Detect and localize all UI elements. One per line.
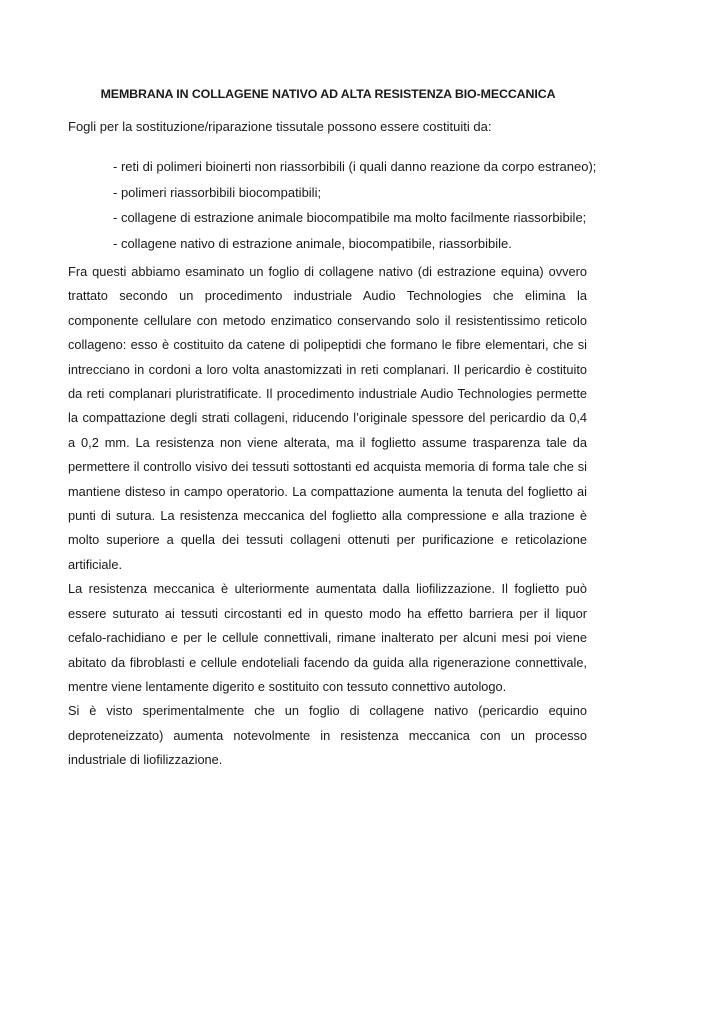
list-item: - polimeri riassorbibili biocompatibili; bbox=[113, 184, 322, 200]
list-item: - collagene nativo di estrazione animale, biocompatibile, riassorbibile. bbox=[113, 235, 512, 251]
body-text bbox=[68, 260, 587, 773]
paragraph-conclusion: Si è visto sperimentalmente che un foglio di collagene nativo (pericardio equino deproteneizzato) aumenta notevolmente in resistenza meccanica con un processo industriale di liofilizzazione. bbox=[68, 703, 587, 768]
intro-text: Fogli per la sostituzione/riparazione tissutale possono essere costituiti da: bbox=[68, 119, 492, 134]
document-title: MEMBRANA IN COLLAGENE NATIVO AD ALTA RESISTENZA BIO-MECCANICA bbox=[100, 87, 556, 101]
paragraph-resistance: La resistenza meccanica è ulteriormente aumentata dalla liofilizzazione. Il foglietto può essere suturato ai tessuti circostanti ed in questo modo ha effetto barriera per il liquor cefalo-rachidiano e per le cellule connettivali, rimane inalterato per alcuni mesi poi viene abitato da fibroblasti e cellule endoteliali facendo da guida alla rigenerazione connettivale, mentre viene lentamente digerito e sostituito con tessuto connettivo autologo. bbox=[68, 581, 587, 694]
list-item: - reti di polimeri bioinerti non riassorbibili (i quali danno reazione da corpo estraneo); bbox=[113, 159, 597, 174]
materials-list bbox=[113, 154, 596, 256]
paragraph-description: Fra questi abbiamo esaminato un foglio di collagene nativo (di estrazione equina) ovvero trattato secondo un procedimento industriale Audio Technologies che elimina la componente cellulare con metodo enzimatico conservando solo il resistentissimo reticolo collageno: esso è costituito da catene di polipeptidi che formano le fibre elementari, che si intrecciano in cordoni a loro volta anastomizzati in reti complanari. Il pericardio è costituito da reti complanari pluristratificate. Il procedimento industriale Audio Technologies permette la compattazione degli strati collageni, riducendo l’originale spessore del pericardio da 0,4 a 0,2 mm. La resistenza non viene alterata, ma il foglietto assume trasparenza tale da permettere il controllo visivo dei tessuti sottostanti ed acquista memoria di forma tale che si mantiene disteso in campo operatorio. La compattazione aumenta la tenuta del foglietto ai punti di sutura. La resistenza meccanica del foglietto alla compressione e alla trazione è molto superiore a quella dei tessuti collageni ottenuti per purificazione e reticolazione artificiale. bbox=[68, 264, 587, 572]
list-item: - collagene di estrazione animale biocompatibile ma molto facilmente riassorbibile; bbox=[113, 210, 587, 225]
